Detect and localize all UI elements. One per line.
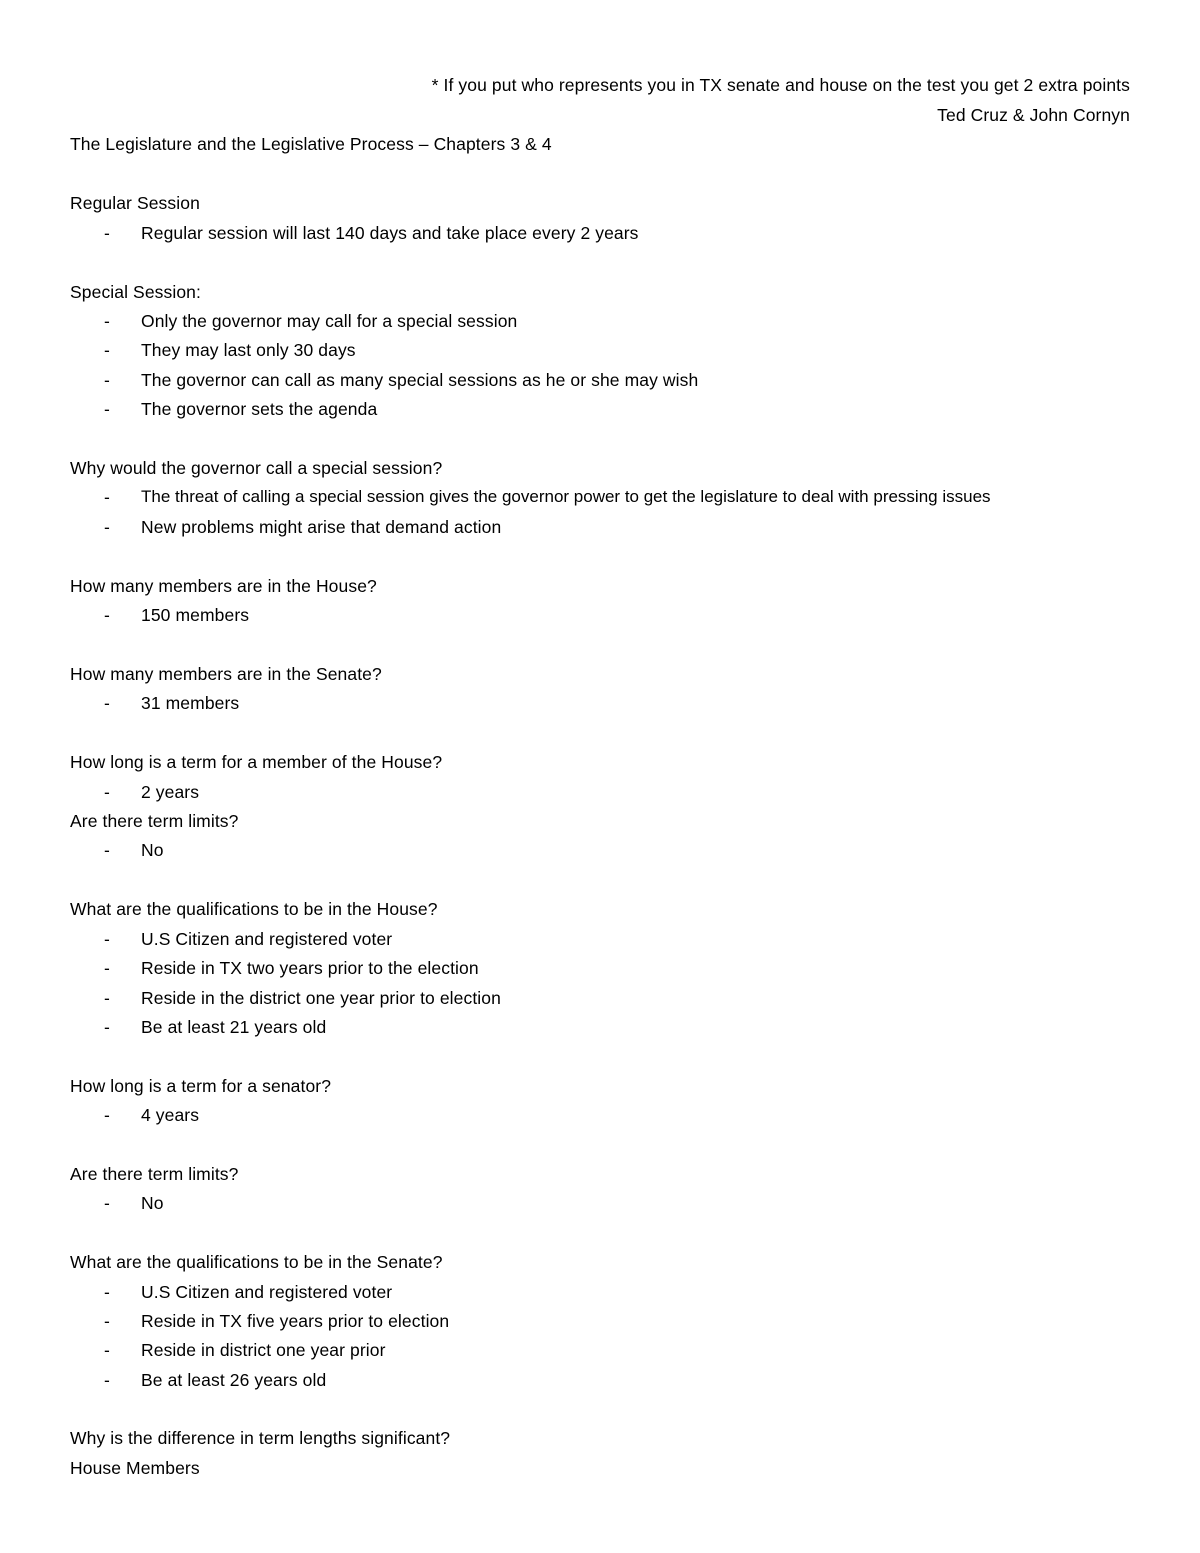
bullet-marker: -: [104, 782, 110, 802]
bullet-marker: -: [104, 840, 110, 860]
section-heading: Are there term limits?: [70, 811, 239, 831]
bullet-marker: -: [104, 693, 110, 713]
bullet-item: Only the governor may call for a special session: [141, 311, 518, 331]
extra-points-note: * If you put who represents you in TX senate and house on the test you get 2 extra points: [431, 75, 1130, 95]
section-heading: How long is a term for a senator?: [70, 1076, 332, 1096]
bullet-marker: -: [104, 929, 110, 949]
bullet-marker: -: [104, 1340, 110, 1360]
section-heading: How many members are in the House?: [70, 576, 377, 596]
bullet-marker: -: [104, 311, 110, 331]
section-heading: What are the qualifications to be in the Senate?: [70, 1252, 443, 1272]
section-heading: What are the qualifications to be in the House?: [70, 899, 438, 919]
bullet-marker: -: [104, 1370, 110, 1390]
document-title: The Legislature and the Legislative Process – Chapters 3 & 4: [70, 134, 552, 154]
section-heading: Regular Session: [70, 193, 200, 213]
bullet-item: The governor can call as many special sessions as he or she may wish: [141, 370, 699, 390]
section-heading: Why is the difference in term lengths significant?: [70, 1428, 451, 1448]
section-heading: How many members are in the Senate?: [70, 664, 382, 684]
section-heading: How long is a term for a member of the House?: [70, 752, 443, 772]
bullet-item: Reside in TX five years prior to election: [141, 1311, 450, 1331]
bullet-item: Be at least 21 years old: [141, 1017, 327, 1037]
bullet-item: No: [141, 840, 164, 860]
bullet-marker: -: [104, 487, 110, 507]
bullet-item: The threat of calling a special session gives the governor power to get the legislature to deal with pressing issues: [141, 487, 991, 506]
bullet-marker: -: [104, 1282, 110, 1302]
bullet-item: U.S Citizen and registered voter: [141, 929, 393, 949]
bullet-marker: -: [104, 370, 110, 390]
bullet-marker: -: [104, 1193, 110, 1213]
section-heading: Why would the governor call a special session?: [70, 458, 443, 478]
bullet-item: No: [141, 1193, 164, 1213]
bullet-marker: -: [104, 988, 110, 1008]
senators-line: Ted Cruz & John Cornyn: [937, 105, 1130, 125]
bullet-marker: -: [104, 1311, 110, 1331]
section-heading: Are there term limits?: [70, 1164, 239, 1184]
bullet-item: Reside in district one year prior: [141, 1340, 386, 1360]
bullet-marker: -: [104, 1017, 110, 1037]
bullet-item: 2 years: [141, 782, 200, 802]
bullet-item: Reside in TX two years prior to the election: [141, 958, 479, 978]
bullet-item: Be at least 26 years old: [141, 1370, 327, 1390]
bullet-item: Regular session will last 140 days and take place every 2 years: [141, 223, 639, 243]
bullet-item: The governor sets the agenda: [141, 399, 378, 419]
bullet-item: Reside in the district one year prior to election: [141, 988, 501, 1008]
bullet-marker: -: [104, 399, 110, 419]
bullet-item: U.S Citizen and registered voter: [141, 1282, 393, 1302]
bullet-marker: -: [104, 223, 110, 243]
bullet-item: 4 years: [141, 1105, 200, 1125]
bullet-marker: -: [104, 1105, 110, 1125]
bullet-item: New problems might arise that demand action: [141, 517, 502, 537]
section-subheading: House Members: [70, 1458, 200, 1478]
bullet-marker: -: [104, 605, 110, 625]
bullet-marker: -: [104, 340, 110, 360]
bullet-marker: -: [104, 517, 110, 537]
bullet-item: 31 members: [141, 693, 240, 713]
bullet-marker: -: [104, 958, 110, 978]
bullet-item: They may last only 30 days: [141, 340, 356, 360]
section-heading: Special Session:: [70, 282, 201, 302]
bullet-item: 150 members: [141, 605, 250, 625]
